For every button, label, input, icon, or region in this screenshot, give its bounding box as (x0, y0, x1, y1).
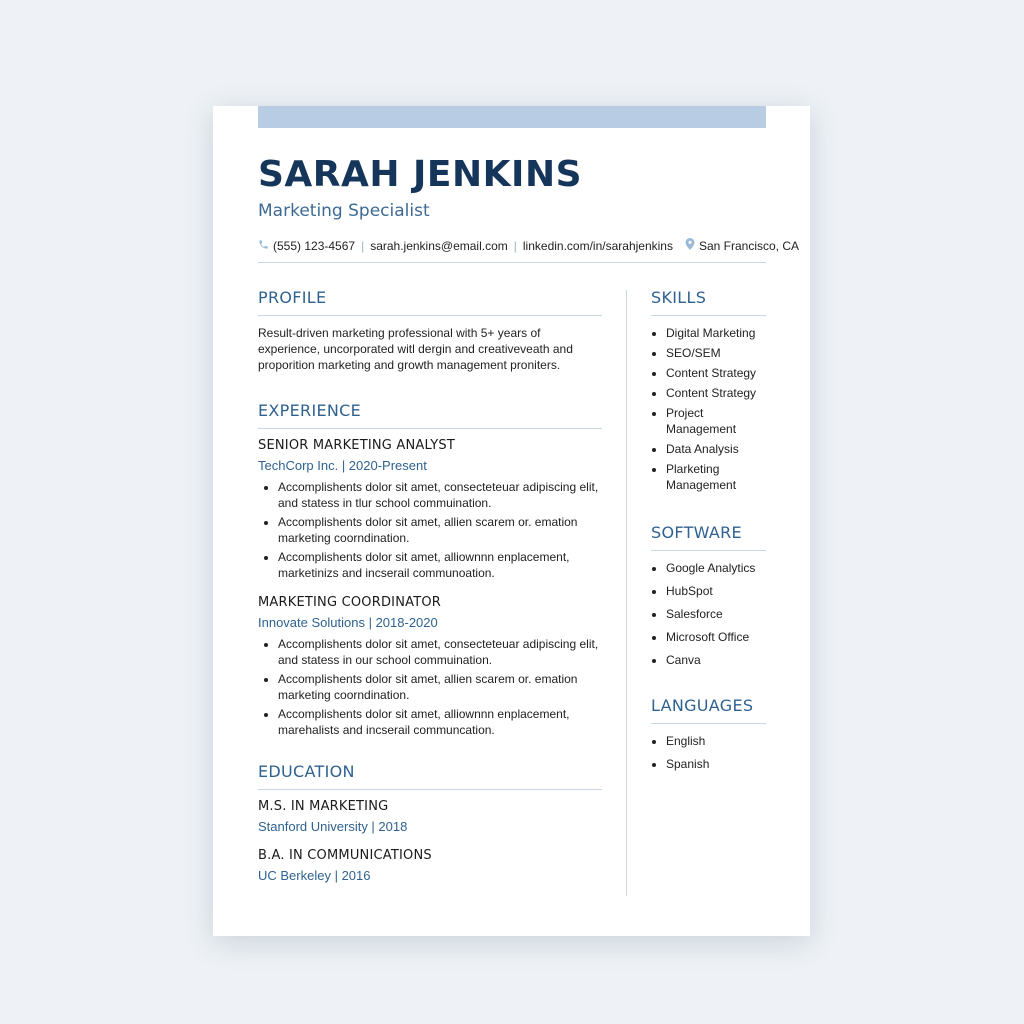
side-column (651, 288, 766, 772)
map-pin-icon (685, 238, 695, 253)
skills-list (651, 325, 766, 493)
software-item: • Canva (666, 652, 766, 668)
section-heading-languages: LANGUAGES (651, 696, 766, 724)
contact-phone: (555) 123-4567 (273, 238, 356, 253)
job-bullet: • Accomplishents dolor sit amet, consecteteuar adipiscing elit, and statess in tlur school commuination. (278, 479, 602, 511)
column-divider (626, 290, 627, 896)
skill-item: • Digital Marketing (666, 325, 766, 341)
languages-list (651, 733, 766, 772)
education-section (258, 762, 602, 883)
section-heading-education: EDUCATION (258, 762, 602, 790)
software-list (651, 560, 766, 668)
profile-text: Result-driven marketing professional with 5+ years of experience, uncorporated witl dergin and creativeveath and proporition marketing and growth management proniters. (258, 326, 573, 372)
language-item: • Spanish (666, 756, 766, 772)
degree-school: Stanford University | 2018 (258, 819, 408, 834)
skill-item: • SEO/SEM (666, 345, 766, 361)
skills-section (651, 288, 766, 493)
candidate-name: SARAH JENKINS (258, 154, 582, 195)
languages-section (651, 696, 766, 772)
job-title: SENIOR MARKETING ANALYST (258, 438, 455, 453)
job-bullets (258, 479, 602, 581)
contact-email[interactable]: sarah.jenkins@email.com (370, 238, 508, 253)
skill-item: • Content Strategy (666, 385, 766, 401)
main-column (258, 288, 602, 883)
skill-item: • Content Strategy (666, 365, 766, 381)
job-bullet: • Accomplishents dolor sit amet, consecteteuar adipiscing elit, and statess in our school commuination. (278, 636, 602, 668)
job-bullet: • Accomplishents dolor sit amet, allien scarem or. emation marketing coorndination. (278, 514, 602, 546)
phone-icon (258, 239, 269, 253)
job-company: TechCorp Inc. | 2020-Present (258, 458, 427, 473)
candidate-title: Marketing Specialist (258, 201, 430, 221)
skill-item: • Plarketing Management (666, 461, 766, 493)
experience-section (258, 401, 602, 738)
section-heading-skills: SKILLS (651, 288, 766, 316)
software-section (651, 523, 766, 668)
software-item: • Google Analytics (666, 560, 766, 576)
section-heading-profile: PROFILE (258, 288, 602, 316)
profile-section (258, 288, 602, 373)
job-bullet: • Accomplishents dolor sit amet, allien scarem or. emation marketing coorndination. (278, 671, 602, 703)
contact-separator: | (513, 238, 517, 253)
degree-title: M.S. IN MARKETING (258, 799, 389, 814)
job-entry (258, 438, 602, 581)
job-bullet: • Accomplishents dolor sit amet, alliownnn enplacement, marketinizs and incserail communoation. (278, 549, 602, 581)
degree-title: B.A. IN COMMUNICATIONS (258, 848, 432, 863)
job-bullets (258, 636, 602, 738)
skill-item: • Data Analysis (666, 441, 766, 457)
degree-school: UC Berkeley | 2016 (258, 868, 371, 883)
skill-item: • Project Management (666, 405, 766, 437)
resume-page (213, 106, 810, 936)
contact-location: San Francisco, CA (698, 238, 800, 253)
language-item: • English (666, 733, 766, 749)
job-title: MARKETING COORDINATOR (258, 595, 442, 610)
contact-line (258, 238, 800, 253)
job-company: Innovate Solutions | 2018-2020 (258, 615, 438, 630)
software-item: • Microsoft Office (666, 629, 766, 645)
header-accent-bar (258, 106, 766, 128)
contact-linkedin[interactable]: linkedin.com/in/sarahjenkins (522, 238, 673, 253)
software-item: • HubSpot (666, 583, 766, 599)
contact-separator: | (361, 238, 365, 253)
job-bullet: • Accomplishents dolor sit amet, alliownnn enplacement, marehalists and incserail communcation. (278, 706, 602, 738)
job-entry (258, 595, 602, 738)
section-heading-experience: EXPERIENCE (258, 401, 602, 429)
header-divider (258, 262, 766, 263)
software-item: • Salesforce (666, 606, 766, 622)
section-heading-software: SOFTWARE (651, 523, 766, 551)
